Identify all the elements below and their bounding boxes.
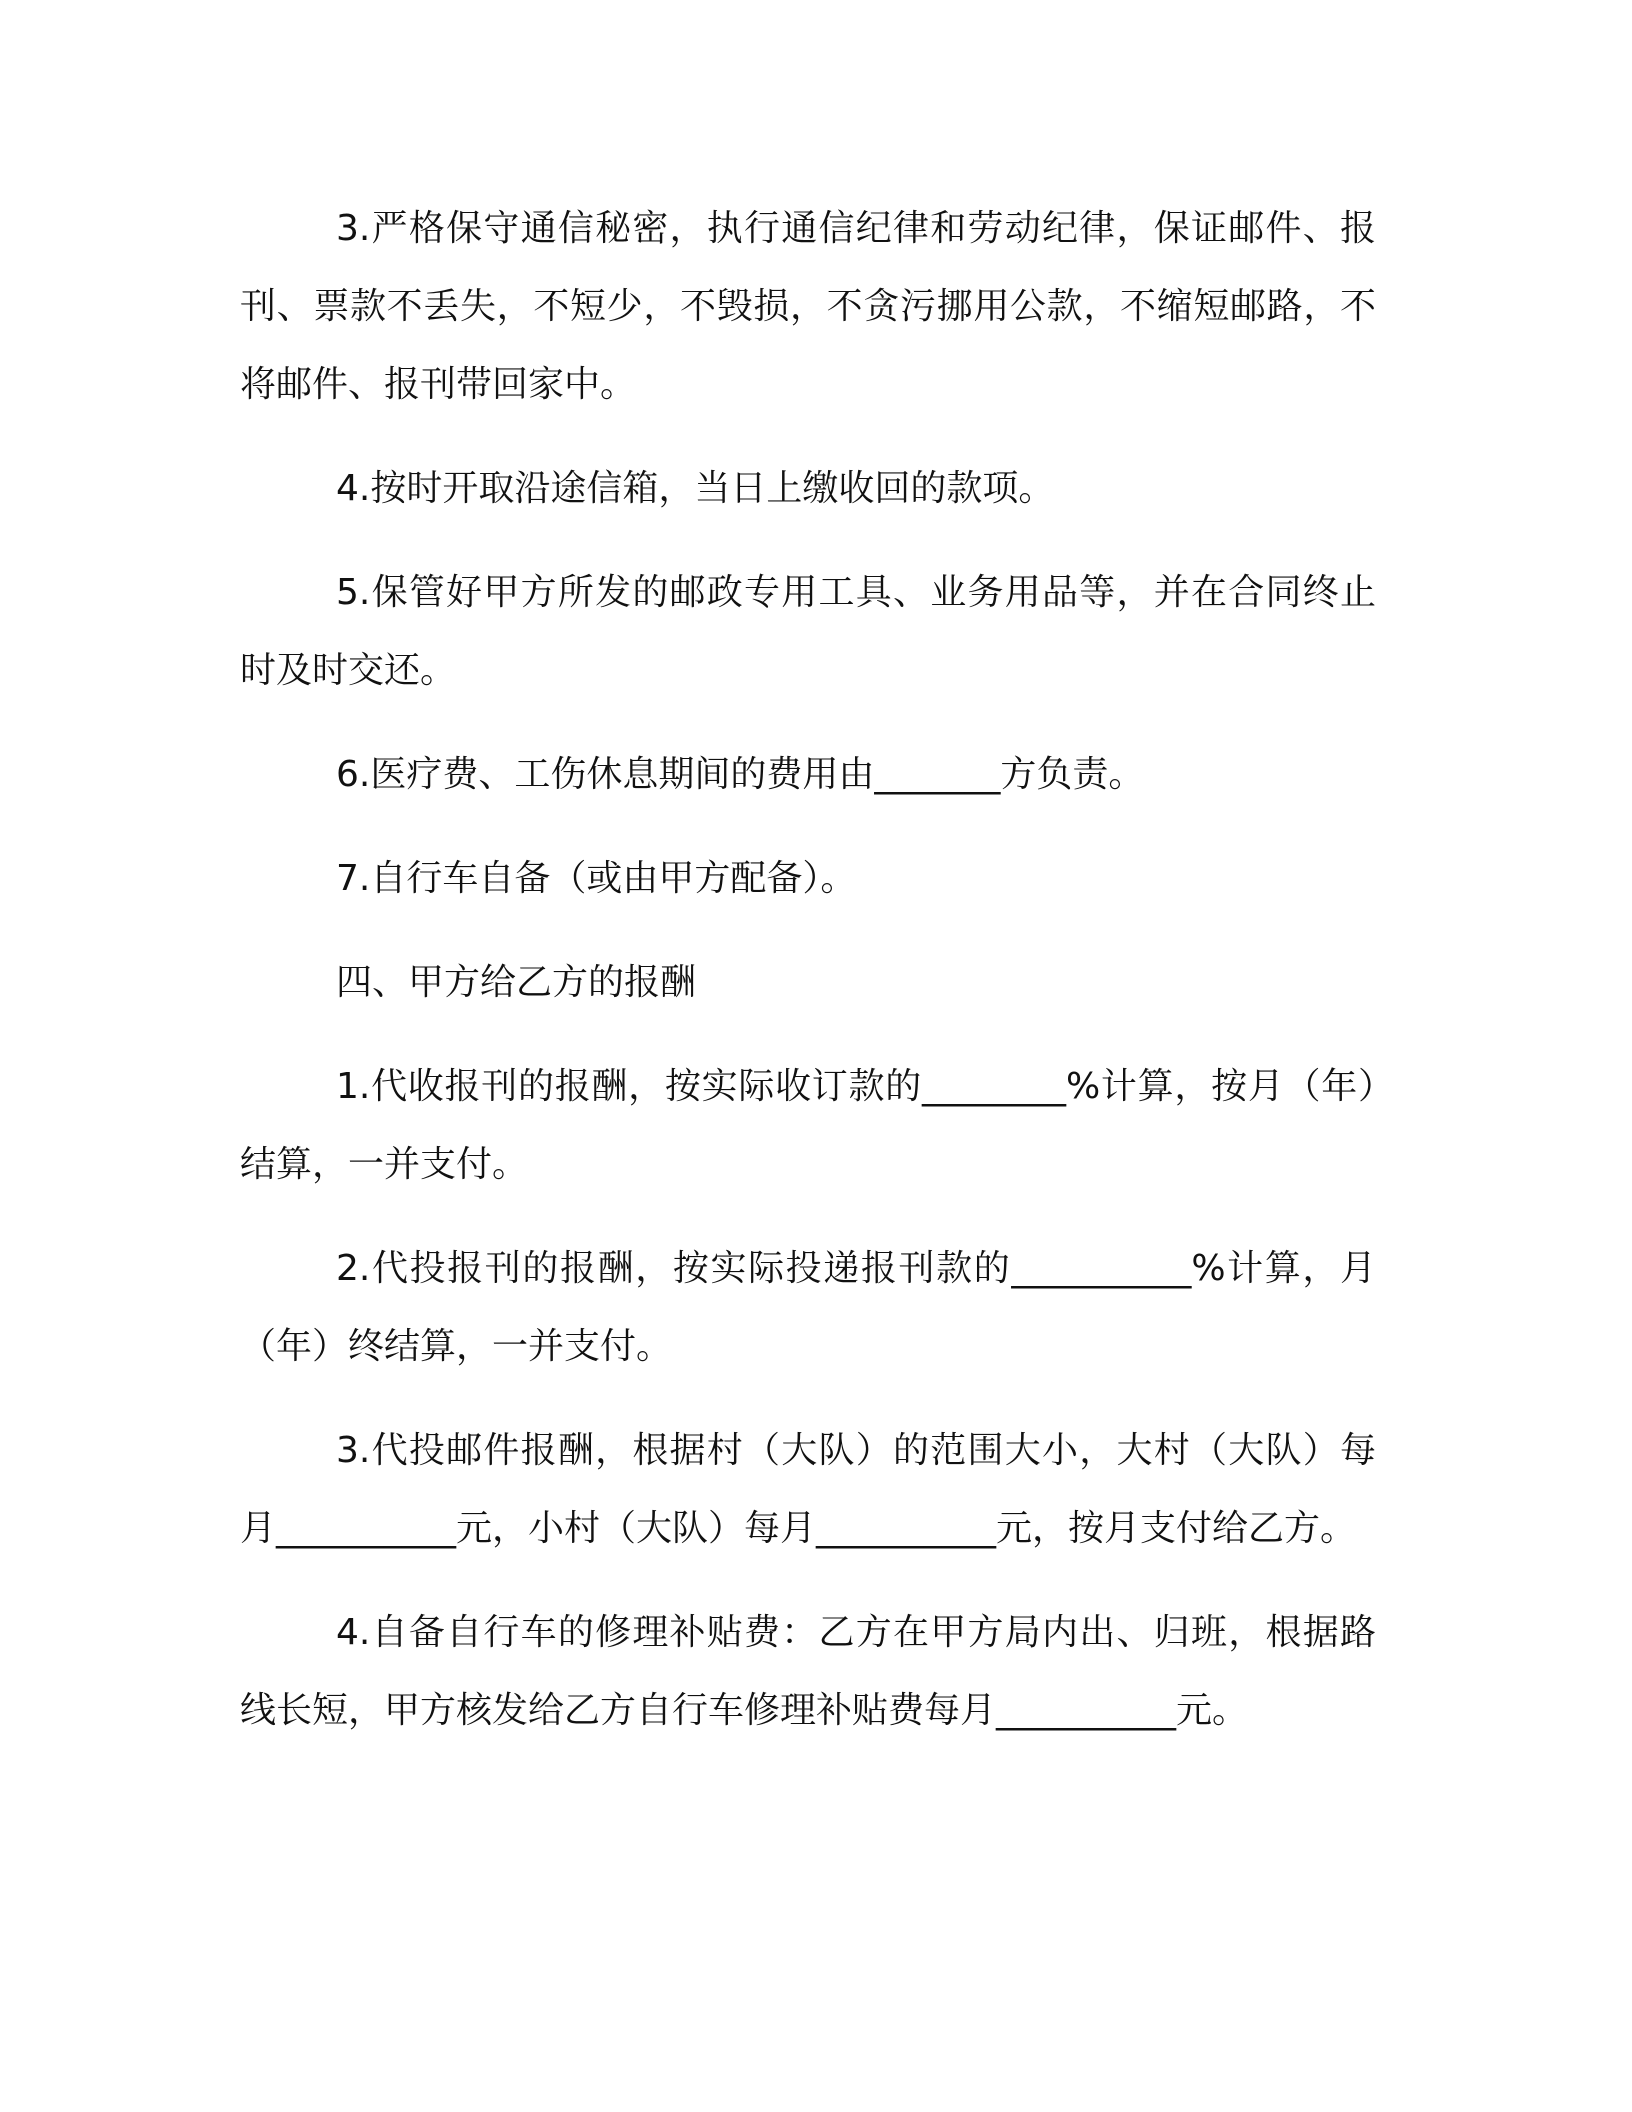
clause-3-confidentiality: 3.严格保守通信秘密，执行通信纪律和劳动纪律，保证邮件、报刊、票款不丢失，不短少，不毁损，不贪污挪用公款，不缩短邮路，不将邮件、报刊带回家中。 bbox=[240, 208, 1376, 405]
remuneration-2-delivery: 2.代投报刊的报酬，按实际投递报刊款的__________%计算，月（年）终结算，一并支付。 bbox=[240, 1248, 1376, 1367]
remuneration-4-bicycle-repair: 4.自备自行车的修理补贴费：乙方在甲方局内出、归班，根据路线长短，甲方核发给乙方自行车修理补贴费每月__________元。 bbox=[240, 1612, 1376, 1731]
section-heading-remuneration: 四、甲方给乙方的报酬 bbox=[336, 962, 697, 1003]
remuneration-3-mail: 3.代投邮件报酬，根据村（大队）的范围大小，大村（大队）每月__________元，小村（大队）每月__________元，按月支付给乙方。 bbox=[240, 1430, 1376, 1549]
clause-7-bicycle: 7.自行车自备（或由甲方配备）。 bbox=[336, 858, 857, 899]
clause-5-tools: 5.保管好甲方所发的邮政专用工具、业务用品等，并在合同终止时及时交还。 bbox=[240, 572, 1376, 691]
clause-4-mailbox: 4.按时开取沿途信箱，当日上缴收回的款项。 bbox=[336, 468, 1055, 509]
clause-6-medical: 6.医疗费、工伤休息期间的费用由_______方负责。 bbox=[336, 754, 1145, 795]
remuneration-1-subscription: 1.代收报刊的报酬，按实际收订款的________%计算，按月（年）结算，一并支付。 bbox=[240, 1066, 1376, 1185]
document-body bbox=[240, 190, 1376, 1776]
